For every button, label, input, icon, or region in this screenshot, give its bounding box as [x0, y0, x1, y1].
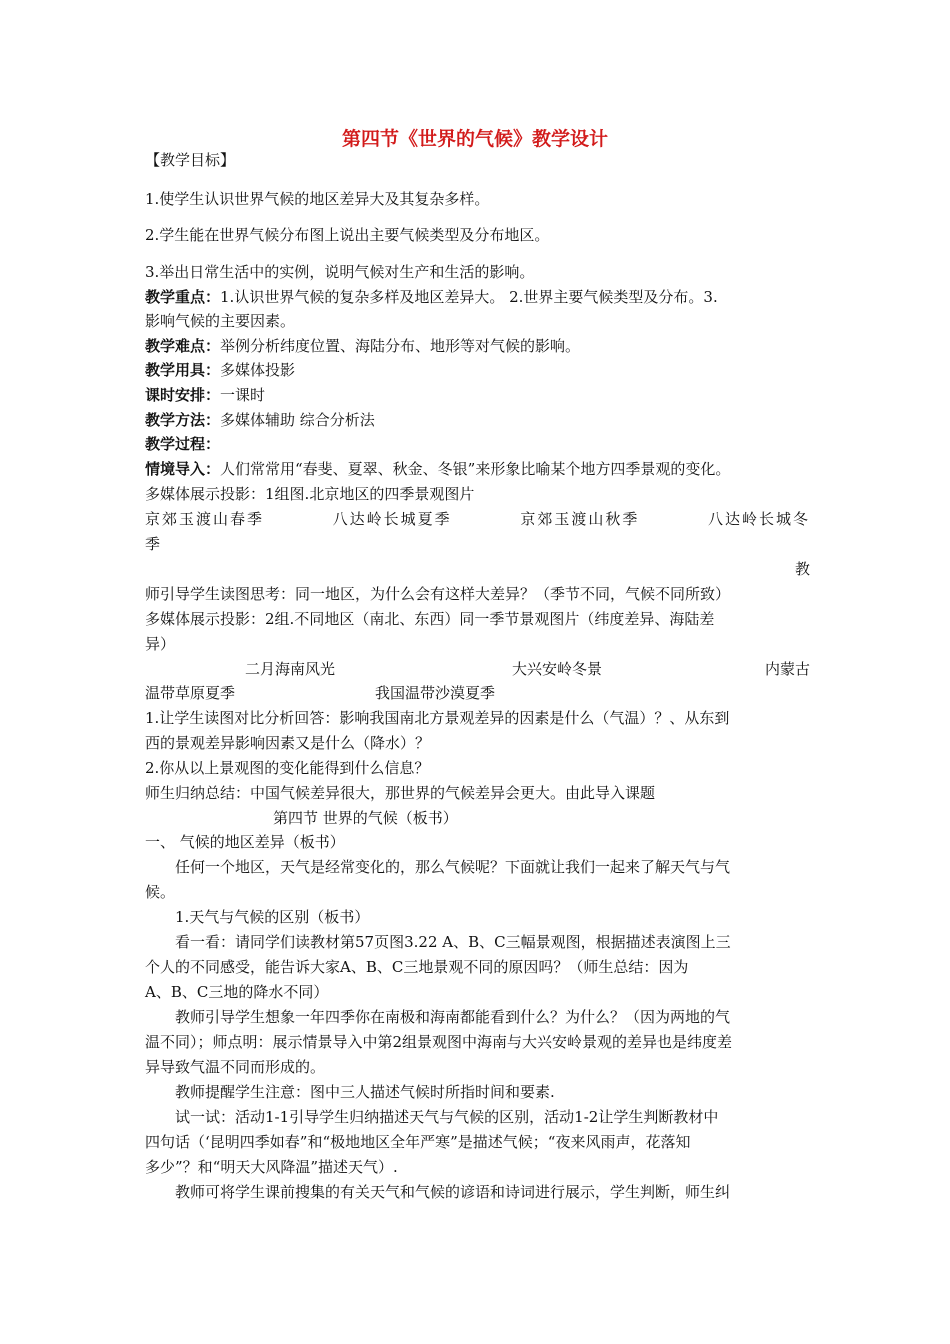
paragraph: 教师提醒学生注意：图中三人描述气候时所指时间和要素. — [175, 1083, 555, 1101]
teacher-line: 师引导学生读图思考：同一地区，为什么会有这样大差异？（季节不同，气候不同所致） — [145, 585, 731, 603]
paragraph-cont: 温不同）；师点明：展示情景导入中第2组景观图中海南与大兴安岭景观的差异也是纬度差 — [145, 1033, 733, 1051]
paragraph: 任何一个地区，天气是经常变化的，那么气候呢？下面就让我们一起来了解天气与气 — [175, 858, 731, 876]
paragraph: 教师可将学生课前搜集的有关天气和气候的谚语和诗词进行展示，学生判断，师生纠 — [175, 1183, 731, 1201]
process-label: 教学过程： — [145, 435, 221, 453]
caption: 温带草原夏季 — [145, 684, 236, 702]
schedule: 课时安排：一课时 — [145, 386, 266, 404]
projection-2: 多媒体展示投影：2组.不同地区（南北、东西）同一季节景观图片（纬度差异、海陆差 — [145, 610, 715, 628]
group1-tail: 季 — [145, 535, 161, 553]
projection-2-cont: 异） — [145, 635, 176, 653]
group1-captions — [145, 507, 810, 532]
paragraph-cont: A、B、C三地的降水不同） — [145, 983, 329, 1001]
key-points: 教学重点：1.认识世界气候的复杂多样及地区差异大。 2.世界主要气候类型及分布。3. — [145, 288, 718, 306]
subsection-heading: 1.天气与气候的区别（板书） — [175, 908, 370, 926]
question-1-cont: 西的景观差异影响因素又是什么（降水）？ — [145, 734, 431, 752]
caption: 八达岭长城夏季 — [332, 510, 452, 528]
key-points-cont: 影响气候的主要因素。 — [145, 312, 296, 330]
board-title: 第四节 世界的气候（板书） — [273, 809, 458, 827]
caption: 大兴安岭冬景 — [512, 660, 603, 678]
objective-item: 1.使学生认识世界气候的地区差异大及其复杂多样。 — [145, 190, 490, 208]
caption: 内蒙古 — [764, 660, 810, 678]
group2-captions-line2 — [145, 681, 810, 706]
paragraph: 教师引导学生想象一年四季你在南极和海南都能看到什么？为什么？（因为两地的气 — [175, 1008, 731, 1026]
projection-1: 多媒体展示投影：1组图.北京地区的四季景观图片 — [145, 485, 475, 503]
difficulty: 教学难点：举例分析纬度位置、海陆分布、地形等对气候的影响。 — [145, 337, 581, 355]
caption: 我国温带沙漠夏季 — [375, 684, 496, 702]
question-2: 2.你从以上景观图的变化能得到什么信息？ — [145, 759, 430, 777]
caption: 八达岭长城冬 — [707, 510, 810, 528]
summary: 师生归纳总结：中国气候差异很大，那世界的气候差异会更大。由此导入课题 — [145, 784, 656, 802]
section-heading: 一、 气候的地区差异（板书） — [145, 833, 345, 851]
paragraph: 试一试：活动1-1引导学生归纳描述天气与气候的区别，活动1-2让学生判断教材中 — [175, 1108, 719, 1126]
caption: 京郊玉渡山秋季 — [520, 510, 640, 528]
caption: 京郊玉渡山春季 — [145, 510, 265, 528]
paragraph-cont: 候。 — [145, 883, 176, 901]
intro: 情境导入：人们常常用“春斐、夏翠、秋金、冬银”来形象比喻某个地方四季景观的变化。 — [145, 460, 731, 478]
paragraph-cont: 四句话（‘昆明四季如春”和“极地地区全年严寒”是描述气候；“夜来风雨声，花落知 — [145, 1133, 691, 1151]
paragraph-cont: 异导致气温不同而形成的。 — [145, 1058, 326, 1076]
page-title: 第四节《世界的气候》教学设计 — [341, 128, 608, 150]
method: 教学方法：多媒体辅助 综合分析法 — [145, 411, 375, 429]
caption: 二月海南风光 — [245, 660, 336, 678]
tools: 教学用具：多媒体投影 — [145, 361, 296, 379]
key-points-label: 教学重点： — [145, 288, 221, 306]
paragraph: 看一看：请同学们读教材第57页图3.22 A、B、C三幅景观图，根据描述表演图上三 — [175, 933, 731, 951]
objective-item: 2.学生能在世界气候分布图上说出主要气候类型及分布地区。 — [145, 226, 550, 244]
paragraph-cont: 个人的不同感受，能告诉大家A、B、C三地景观不同的原因吗？（师生总结：因为 — [145, 958, 689, 976]
teacher-char: 教 — [794, 560, 810, 578]
paragraph-cont: 多少”？和“明天大风降温”描述天气）. — [145, 1158, 398, 1176]
objectives-heading: 【教学目标】 — [145, 151, 236, 169]
objective-item: 3.举出日常生活中的实例，说明气候对生产和生活的影响。 — [145, 263, 535, 281]
question-1: 1.让学生读图对比分析回答：影响我国南北方景观差异的因素是什么（气温）？、从东到 — [145, 709, 730, 727]
